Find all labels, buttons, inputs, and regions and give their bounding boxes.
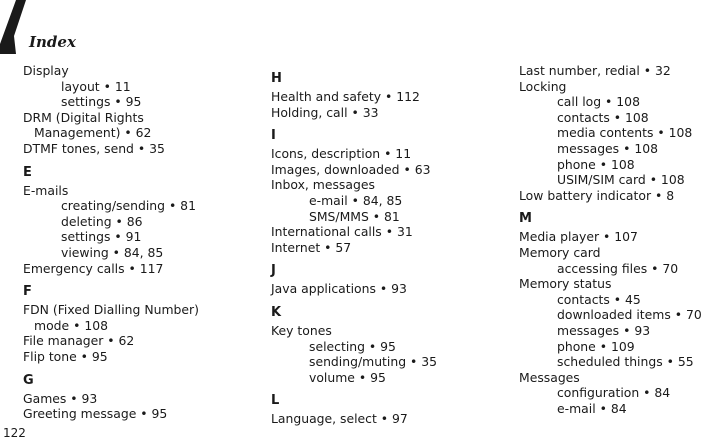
section-letter: J [271,263,276,279]
index-entry: DTMF tones, send • 35 [23,140,165,156]
index-entry: DRM (Digital Rights [23,109,144,125]
index-entry: Flip tone • 95 [23,348,108,364]
index-subentry: settings • 95 [61,94,142,110]
index-subentry: creating/sending • 81 [61,198,196,214]
index-subentry: contacts • 45 [557,291,641,307]
index-subentry: scheduled things • 55 [557,354,694,370]
index-subentry: viewing • 84, 85 [61,244,164,260]
index-subentry: deleting • 86 [61,213,143,229]
section-letter: F [23,284,32,300]
index-entry: Memory status [519,276,612,292]
index-entry: Management) • 62 [34,125,152,141]
index-column-2 [271,63,501,427]
index-entry: Java applications • 93 [271,281,407,297]
index-entry: Messages [519,369,580,385]
page-number: 122 [3,426,26,440]
section-letter: L [271,393,280,409]
index-entry: E-mails [23,182,69,198]
index-entry: Locking [519,78,567,94]
index-column-3 [519,63,705,416]
index-subentry: phone • 109 [557,338,635,354]
index-entry: FDN (Fixed Dialling Number) [23,302,199,318]
index-column-1 [23,63,253,422]
index-entry: Key tones [271,322,332,338]
section-letter: G [23,372,34,388]
index-entry: Internet • 57 [271,239,352,255]
index-subentry: SMS/MMS • 81 [309,208,400,224]
index-entry: Health and safety • 112 [271,89,420,104]
index-entry: Last number, redial • 32 [519,63,671,78]
index-entry: Low battery indicator • 8 [519,187,675,203]
index-subentry: call log • 108 [557,94,640,110]
index-subentry: downloaded items • 70 [557,307,702,323]
index-subentry: selecting • 95 [309,338,396,354]
index-entry: mode • 108 [34,317,108,333]
index-entry: File manager • 62 [23,333,135,349]
index-subentry: settings • 91 [61,229,142,245]
index-subentry: e-mail • 84, 85 [309,192,403,208]
index-subentry: phone • 108 [557,156,635,172]
index-subentry: e-mail • 84 [557,400,627,416]
section-letter: K [271,304,282,320]
index-subentry: media contents • 108 [557,125,693,141]
section-letter: H [271,71,282,86]
index-subentry: messages • 93 [557,322,651,338]
index-entry: Icons, description • 11 [271,146,412,162]
index-entry: Language, select • 97 [271,411,408,427]
section-letter: M [519,211,532,227]
index-subentry: layout • 11 [61,78,131,94]
index-subentry: volume • 95 [309,369,386,385]
index-subentry: sending/muting • 35 [309,354,438,370]
index-subentry: contacts • 108 [557,109,649,125]
section-letter: I [271,128,276,144]
section-letter: E [23,164,32,180]
index-entry: Images, downloaded • 63 [271,161,431,177]
index-subentry: USIM/SIM card • 108 [557,172,685,188]
page-title: Index [29,33,76,51]
index-entry: Holding, call • 33 [271,104,379,120]
index-entry: Games • 93 [23,390,98,406]
index-entry: Memory card [519,244,601,260]
index-entry: International calls • 31 [271,224,413,240]
index-entry: Media player • 107 [519,229,638,245]
index-entry: Emergency calls • 117 [23,260,164,276]
index-entry: Display [23,63,69,78]
index-subentry: accessing files • 70 [557,260,679,276]
index-entry: Greeting message • 95 [23,406,168,422]
index-subentry: configuration • 84 [557,385,671,401]
index-subentry: messages • 108 [557,140,658,156]
index-entry: Inbox, messages [271,177,375,193]
